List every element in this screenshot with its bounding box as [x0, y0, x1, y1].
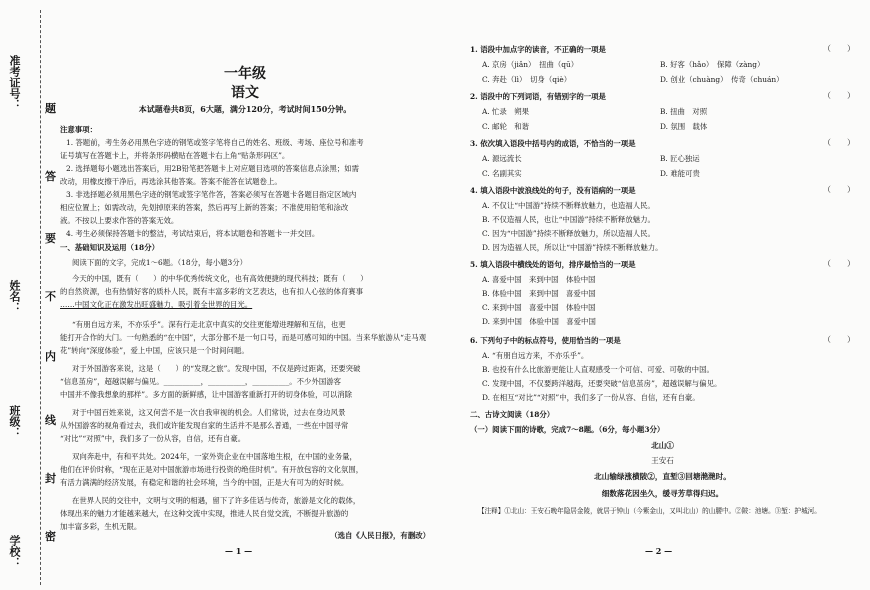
page-number: — 2 — [645, 546, 673, 556]
note-line: 液。不按以上要求作答的答案无效。 [60, 216, 179, 225]
seal-char: 要 [45, 232, 56, 245]
seal-char: 答 [45, 170, 56, 183]
poem-annotation: 【注释】①北山：王安石晚年隐居金陵，就居于钟山（今紫金山，又叫北山）的山腰中。②陂：池塘。③堑：护城河。 [478, 507, 821, 515]
subsection-heading: （一）阅读下面的诗歌，完成7～8题。（6分，每小题3分） [470, 425, 665, 434]
section-heading: 一、基础知识及运用（18分） [60, 243, 159, 252]
note-line: 改动，用橡皮擦干净后，再选涂其他答案。答案不能答在试题卷上。 [60, 177, 282, 186]
poem-line: 北山输绿涨横陂②，直堑③回塘滟滟时。 [594, 472, 731, 481]
option[interactable]: B. 体验中国 来到中国 喜爱中国 [482, 289, 596, 298]
seal-char: 封 [45, 472, 56, 485]
seal-char: 题 [45, 102, 56, 115]
answer-paren[interactable]: （ ） [823, 138, 855, 147]
seal-dash-line [40, 10, 41, 585]
passage-source: （选自《人民日报》，有删改） [330, 531, 430, 540]
question-5: 5. 填入语段中横线处的语句，排序最恰当的一项是 [470, 260, 636, 269]
option[interactable]: D. 在相互“对比”“对照”中，我们多了一份从容、自信，还有自豪。 [482, 393, 700, 402]
passage-line: 能打开合作的大门。一句熟悉的“在中国”，大部分都不是一句口号，而是可感可知的中国。当来华旅游从“走马观 [60, 333, 427, 342]
option[interactable]: D. 创业（chuàng） 传奇（chuán） [660, 75, 784, 84]
note-line: 2. 选择题每小题选出答案后，用2B铅笔把答题卡上对应题目选项的答案信息点涂黑；如需 [66, 164, 359, 173]
passage-line: ……中国文化正在激发出旺盛魅力，吸引着全世界的目光。 [60, 300, 253, 309]
option[interactable]: A. 源远流长 [482, 154, 522, 163]
option[interactable]: C. 邮轮 和谐 [482, 122, 530, 131]
passage-line: 体现出来的魅力才能越来越大，在这种交流中实现，推进人民自觉交流，不断提升旅游的 [60, 509, 349, 518]
passage-line: 加丰富多彩，生机无限。 [60, 522, 142, 531]
option[interactable]: B. 好客（hǎo） 保障（zàng） [660, 60, 765, 69]
passage-line: 在世界人民的交往中，文明与文明的相遇，留下了许多佳话与传奇，旅游是文化的载体， [72, 496, 361, 505]
option[interactable]: B. 扭曲 对照 [660, 107, 708, 116]
option[interactable]: A. 京房（jiǎn） 扭曲（qū） [482, 60, 579, 69]
answer-paren[interactable]: （ ） [823, 259, 855, 268]
passage-line: “信息茧房”，超越误解与偏见。__________，__________，__________。不少外国游客 [60, 377, 342, 386]
binding-margin [0, 0, 56, 590]
passage-line: 的自然资源，也有热情好客的质朴人民，既有丰富多彩的文艺表达，也有扣人心弦的体育赛事 [60, 287, 364, 296]
poem-line: 细数落花因坐久，缓寻芳草得归迟。 [601, 489, 724, 498]
passage-line: 有活力满满的经济发展，有稳定和谐的社会环境，当今的中国，正是大有可为的好时候。 [60, 478, 349, 487]
passage-line: 对于外国游客来说，这是（ ）的“发现之旅”。发现中国，不仅是跨过距离，还要突破 [72, 364, 361, 373]
question-3: 3. 依次填入语段中括号内的成语，不恰当的一项是 [470, 139, 636, 148]
page-2 [470, 0, 855, 590]
option[interactable]: A. 不仅让“中国游”持续不断释放魅力，也造福人民。 [482, 201, 655, 210]
passage-line: 花”转向“深度体验”，爱上中国，应该只是一个时间问题。 [60, 346, 249, 355]
option[interactable]: D. 因为造福人民，所以让“中国游”持续不断释放魅力。 [482, 243, 663, 252]
option[interactable]: B. 也投有什么比旅游更能让人直观感受一个可信、可爱、可敬的中国。 [482, 365, 714, 374]
option[interactable]: D. 难能可贵 [660, 169, 700, 178]
option[interactable]: C. 来到中国 喜爱中国 体验中国 [482, 303, 596, 312]
option[interactable]: C. 奔赴（lì） 切身（qiè） [482, 75, 572, 84]
seal-char: 密 [45, 530, 56, 543]
poem-title: 北山① [651, 441, 674, 450]
poem-author: 王安石 [651, 456, 674, 465]
option[interactable]: C. 因为“中国游”持续不断释放魅力，所以造福人民。 [482, 229, 655, 238]
school-field[interactable]: 学校： [8, 535, 21, 568]
section-heading: 二、古诗文阅读（18分） [470, 410, 555, 419]
option[interactable]: C. 发现中国，不仅要跨洋越海，还要突破“信息茧房”，超越误解与偏见。 [482, 379, 722, 388]
exam-info: 本试题卷共8页，6大题，满分120分，考试时间150分钟。 [138, 104, 352, 114]
question-4: 4. 填入语段中波浪线处的句子，没有语病的一项是 [470, 186, 636, 195]
page-1 [60, 0, 430, 590]
note-line: 4. 考生必须保持答题卡的整洁，考试结束后，将本试题卷和答题卡一并交回。 [66, 229, 320, 238]
seal-char: 内 [45, 350, 56, 363]
seal-char: 线 [45, 414, 56, 427]
passage-line: 从外国游客的视角看过去，我们或许能发现自家的生活并不是那么普通，一些在中国寻常 [60, 421, 349, 430]
name-field[interactable]: 姓名： [8, 280, 21, 313]
note-line: 相应位置上；如需改动，先划掉原来的答案，然后再写上新的答案；不准使用铅笔和涂改 [60, 203, 349, 212]
question-2: 2. 语段中的下列词语，有错别字的一项是 [470, 92, 606, 101]
option[interactable]: A. 喜爱中国 来到中国 体验中国 [482, 275, 596, 284]
passage-line: 双向奔赴中，有和平共处。2024年，一家外资企业在中国落地生根，在中国的业务量， [72, 452, 357, 461]
question-1: 1. 语段中加点字的读音，不正确的一项是 [470, 45, 606, 54]
exam-id-field[interactable]: 准考证号： [8, 55, 21, 110]
answer-paren[interactable]: （ ） [823, 91, 855, 100]
answer-paren[interactable]: （ ） [823, 44, 855, 53]
passage-line: 今天的中国，既有（ ）的中华优秀传统文化，也有高效便捷的现代科技；既有（ ） [72, 274, 368, 283]
page-number: — 1 — [225, 546, 253, 556]
option[interactable]: B. 不仅造福人民，也让“中国游”持续不断释放魅力。 [482, 215, 655, 224]
notes-title: 注意事项： [60, 125, 97, 134]
option[interactable]: B. 匠心独运 [660, 154, 700, 163]
passage-line: 中国并不像我想象的那样”。多方面的新鲜感，让中国游客重新打开的切身体验，可以消除 [60, 390, 353, 399]
option[interactable]: A. “有朋自远方来，不亦乐乎”。 [482, 351, 589, 360]
answer-paren[interactable]: （ ） [823, 335, 855, 344]
grade-title: 一年级 [224, 66, 266, 82]
answer-paren[interactable]: （ ） [823, 185, 855, 194]
passage-line: “对比”“对照”中，我们多了一份从容，自信，还有自豪。 [60, 434, 246, 443]
note-line: 证号填写在答题卡上，并将条形码横贴在答题卡右上角“贴条形码区”。 [60, 151, 290, 160]
option[interactable]: D. 氛围 载体 [660, 122, 708, 131]
question-6: 6. 下列句子中的标点符号，使用恰当的一项是 [470, 336, 621, 345]
option[interactable]: A. 忙录 朔果 [482, 107, 529, 116]
seal-char: 不 [45, 290, 56, 303]
passage-line: “有朋自远方来，不亦乐乎”。深有行走北京中真实的交往更能增进理解和互信，也更 [72, 320, 346, 329]
passage-line: 他们在评价时称，“现在正是对中国旅游市场进行投资的绝佳时机”。有开放包容的文化氛围， [60, 465, 364, 474]
subject-title: 语文 [231, 85, 259, 101]
option[interactable]: C. 名副其实 [482, 169, 522, 178]
option[interactable]: D. 来到中国 体验中国 喜爱中国 [482, 317, 596, 326]
class-field[interactable]: 班级： [8, 405, 21, 438]
note-line: 3. 非选择题必须用黑色字迹的钢笔或签字笔作答，答案必须写在答题卡各题目指定区域内 [66, 190, 357, 199]
passage-line: 对于中国百姓来说，这又何尝不是一次自我审视的机会。人们常说，过去在身边风景 [72, 408, 346, 417]
reading-instruction: 阅读下面的文字，完成1～6题。（18分，每小题3分） [72, 258, 248, 267]
note-line: 1. 答题前，考生务必用黑色字迹的钢笔或签字笔将自己的姓名、班级、考场、座位号和准考 [66, 138, 364, 147]
